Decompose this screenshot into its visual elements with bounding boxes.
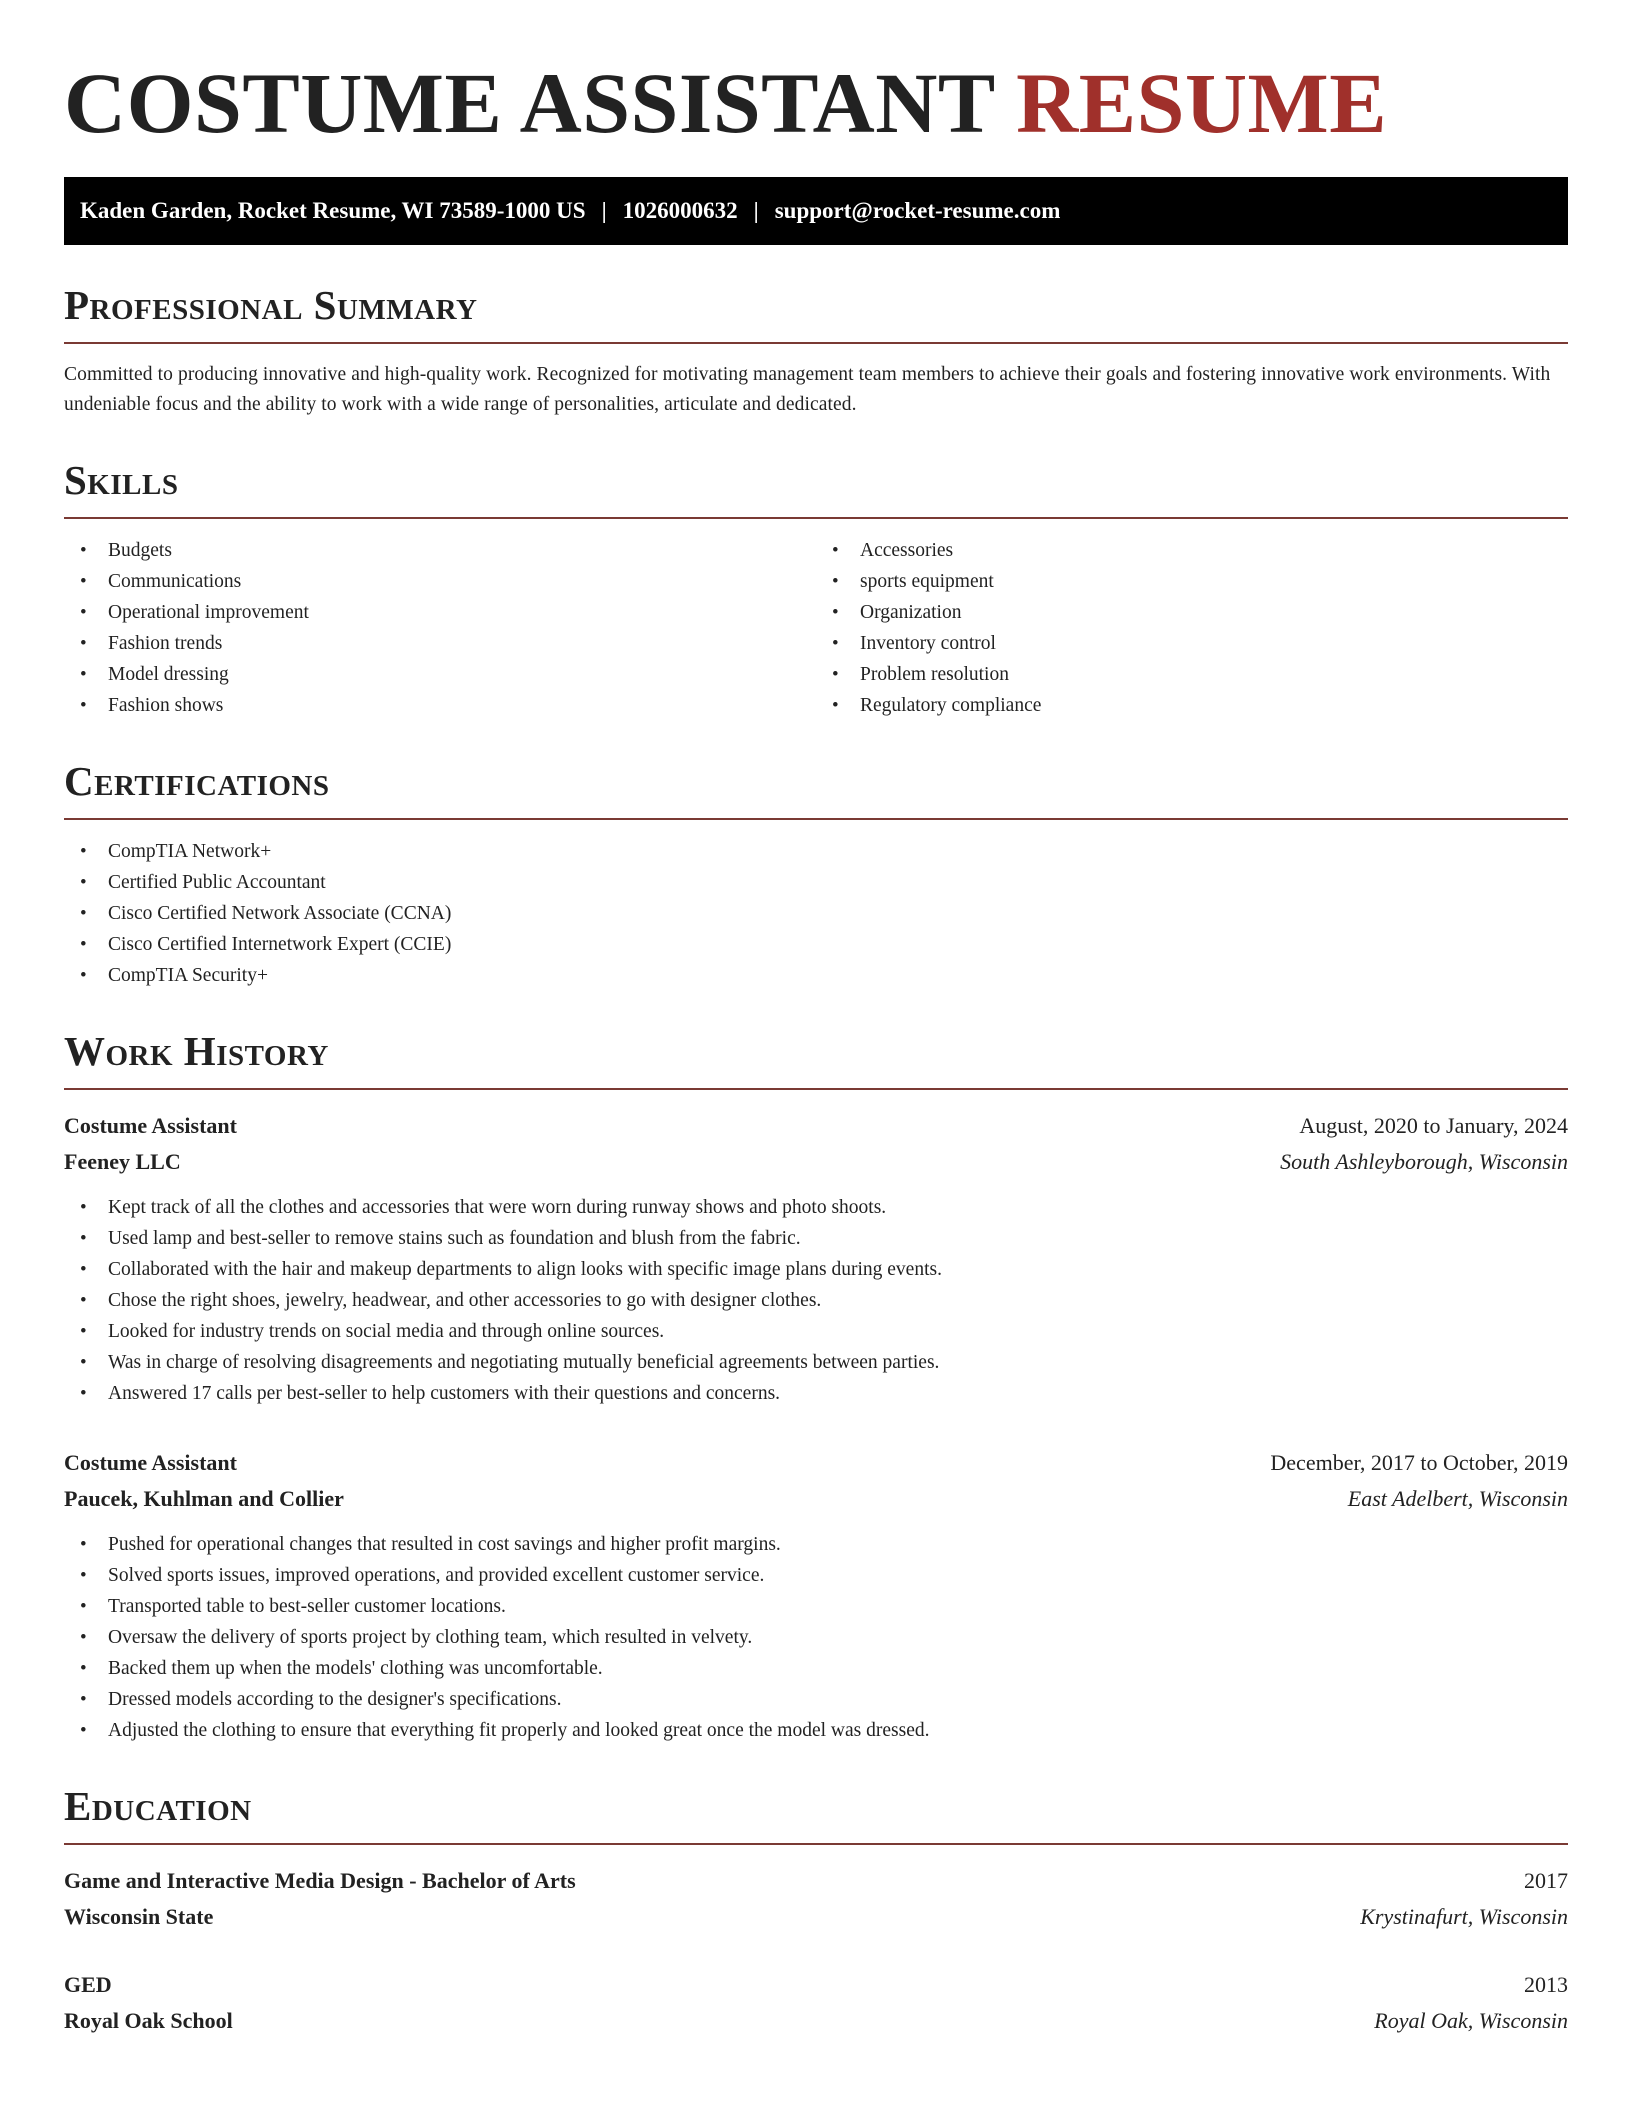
section-divider [64,818,1568,820]
contact-bar [64,177,1568,245]
education-entry [64,1967,1568,2039]
education-location: Royal Oak, Wisconsin [1374,2008,1568,2034]
education-school: Wisconsin State [64,1904,214,1930]
certifications-section [64,759,1568,991]
education-header-row [64,1967,1568,2003]
job-entry [64,1108,1568,1409]
work-history-heading: Work History [64,1027,329,1074]
title-main: COSTUME ASSISTANT [64,55,995,151]
skill-item: • Problem resolution [860,659,1568,690]
section-divider [64,1088,1568,1090]
job-company: Feeney LLC [64,1148,181,1174]
education-section [64,1784,1568,2039]
job-duty: • Was in charge of resolving disagreements and negotiating mutually beneficial agreements between parties. [108,1347,1568,1378]
education-header-row [64,1863,1568,1899]
skill-item: • Accessories [860,535,1568,566]
job-company-row [64,1481,1568,1517]
job-title: Costume Assistant [64,1112,237,1138]
job-dates: August, 2020 to January, 2024 [1299,1112,1568,1138]
job-duty: • Used lamp and best-seller to remove stains such as foundation and blush from the fabric. [108,1223,1568,1254]
skill-item: • Budgets [108,535,816,566]
job-duties-list [64,1192,1568,1409]
certification-item: • Cisco Certified Network Associate (CCNA) [108,898,1568,929]
contact-email: support@rocket-resume.com [774,197,1061,223]
skill-item: • Inventory control [860,628,1568,659]
job-location: South Ashleyborough, Wisconsin [1280,1148,1568,1174]
education-heading: Education [64,1782,252,1829]
job-header-row [64,1108,1568,1144]
job-duty: • Backed them up when the models' clothing was uncomfortable. [108,1653,1568,1684]
skills-grid [64,519,1568,721]
job-company-row [64,1144,1568,1180]
job-duty: • Oversaw the delivery of sports project by clothing team, which resulted in velvety. [108,1622,1568,1653]
education-school: Royal Oak School [64,2008,233,2034]
certification-item: • Certified Public Accountant [108,867,1568,898]
job-duty: • Chose the right shoes, jewelry, headwear, and other accessories to go with designer clothes. [108,1285,1568,1316]
certification-item: • CompTIA Network+ [108,836,1568,867]
education-entry [64,1863,1568,1935]
job-title: Costume Assistant [64,1449,237,1475]
certification-item: • CompTIA Security+ [108,960,1568,991]
skills-list-right [816,535,1568,721]
job-dates: December, 2017 to October, 2019 [1270,1449,1568,1475]
summary-heading: Professional Summary [64,281,478,328]
section-divider [64,1843,1568,1845]
skill-item: • sports equipment [860,566,1568,597]
education-year: 2017 [1524,1868,1568,1894]
skills-heading: Skills [64,456,179,503]
certifications-heading: Certifications [64,757,330,804]
skills-list-left [64,535,816,721]
section-divider [64,342,1568,344]
work-history-section [64,1029,1568,1746]
summary-text: Committed to producing innovative and high-quality work. Recognized for motivating management team members to achieve their goals and fostering innovative work environments. With undeniable focus and the ability to work with a wide range of personalities, articulate and dedicated. [64,363,1551,415]
education-school-row [64,2003,1568,2039]
job-duty: • Dressed models according to the designer's specifications. [108,1684,1568,1715]
skill-item: • Model dressing [108,659,816,690]
resume-title [64,0,1568,151]
education-location: Krystinafurt, Wisconsin [1360,1904,1568,1930]
job-duty: • Pushed for operational changes that resulted in cost savings and higher profit margins. [108,1529,1568,1560]
contact-separator: | [753,197,759,223]
job-entry [64,1445,1568,1746]
contact-separator: | [601,197,607,223]
skill-item: • Communications [108,566,816,597]
certification-item: • Cisco Certified Internetwork Expert (CCIE) [108,929,1568,960]
skill-item: • Operational improvement [108,597,816,628]
education-degree: GED [64,1972,112,1998]
job-duty: • Transported table to best-seller customer locations. [108,1591,1568,1622]
job-duty: • Adjusted the clothing to ensure that everything fit properly and looked great once the model was dressed. [108,1715,1568,1746]
summary-section [64,283,1568,420]
job-location: East Adelbert, Wisconsin [1347,1485,1568,1511]
job-duty: • Kept track of all the clothes and accessories that were worn during runway shows and photo shoots. [108,1192,1568,1223]
job-duties-list [64,1529,1568,1746]
job-duty: • Answered 17 calls per best-seller to help customers with their questions and concerns. [108,1378,1568,1409]
skill-item: • Fashion shows [108,690,816,721]
contact-phone: 1026000632 [622,197,738,223]
skills-section [64,458,1568,721]
job-duty: • Collaborated with the hair and makeup departments to align looks with specific image plans during events. [108,1254,1568,1285]
title-accent: RESUME [1016,55,1388,151]
skill-item: • Organization [860,597,1568,628]
skill-item: • Regulatory compliance [860,690,1568,721]
skill-item: • Fashion trends [108,628,816,659]
job-duty: • Looked for industry trends on social media and through online sources. [108,1316,1568,1347]
education-degree: Game and Interactive Media Design - Bachelor of Arts [64,1868,576,1894]
certifications-list [64,836,1568,991]
education-school-row [64,1899,1568,1935]
job-header-row [64,1445,1568,1481]
education-year: 2013 [1524,1972,1568,1998]
contact-address: Kaden Garden, Rocket Resume, WI 73589-1000 US [80,197,586,223]
job-company: Paucek, Kuhlman and Collier [64,1485,344,1511]
job-duty: • Solved sports issues, improved operations, and provided excellent customer service. [108,1560,1568,1591]
